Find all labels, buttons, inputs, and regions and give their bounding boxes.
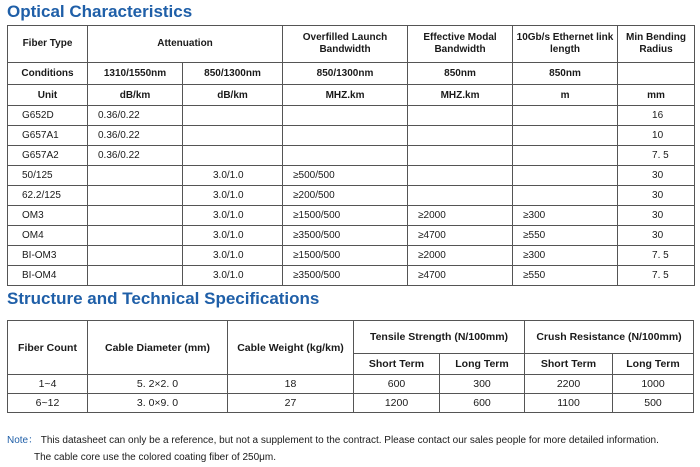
table-cell: ≥300	[513, 206, 618, 226]
header-fiber-count: Fiber Count	[8, 321, 88, 375]
table-cell: BI-OM4	[8, 266, 88, 286]
table-cell	[88, 246, 183, 266]
table-cell: 600	[354, 375, 440, 394]
header-min-bending-radius: Min Bending Radius	[618, 26, 695, 63]
table-cell: 0.36/0.22	[88, 146, 183, 166]
header-effective-modal-bandwidth: Effective Modal Bandwidth	[408, 26, 513, 63]
table-cell: 5. 2×2. 0	[88, 375, 228, 394]
table-cell	[283, 126, 408, 146]
conditions-row	[8, 63, 695, 85]
table-cell: ≥3500/500	[283, 266, 408, 286]
table-cell: 50/125	[8, 166, 88, 186]
table-cell	[183, 146, 283, 166]
table-cell: 10	[618, 126, 695, 146]
note-line-2: The cable core use the colored coating fiber of 250μm.	[34, 452, 277, 463]
table-cell: G657A1	[8, 126, 88, 146]
table-cell	[283, 146, 408, 166]
table-cell: 0.36/0.22	[88, 106, 183, 126]
table-cell	[88, 166, 183, 186]
table-cell: 1~4	[8, 375, 88, 394]
condition-cell: 1310/1550nm	[88, 63, 183, 85]
table-cell: 3.0/1.0	[183, 166, 283, 186]
table-cell: 62.2/125	[8, 186, 88, 206]
table-row	[8, 166, 695, 186]
table-cell	[513, 166, 618, 186]
table-cell: ≥2000	[408, 246, 513, 266]
table-cell	[513, 126, 618, 146]
condition-cell: 850nm	[513, 63, 618, 85]
note-line-1	[7, 432, 659, 450]
table-cell: ≥1500/500	[283, 246, 408, 266]
table-row	[8, 375, 694, 394]
unit-label: Unit	[8, 85, 88, 106]
table-cell: 3.0/1.0	[183, 186, 283, 206]
table-cell: 27	[228, 394, 354, 413]
header-tensile-strength: Tensile Strength (N/100mm)	[354, 321, 525, 354]
table-row	[8, 266, 695, 286]
table-cell: ≥200/500	[283, 186, 408, 206]
table-row	[8, 246, 695, 266]
table-cell: ≥550	[513, 266, 618, 286]
table-cell	[408, 166, 513, 186]
unit-cell: MHZ.km	[408, 85, 513, 106]
table-cell: OM4	[8, 226, 88, 246]
structure-table	[7, 320, 694, 413]
table-cell	[88, 226, 183, 246]
table-cell: ≥500/500	[283, 166, 408, 186]
table-row	[8, 186, 695, 206]
table-cell: 30	[618, 226, 695, 246]
table-cell	[408, 146, 513, 166]
conditions-label: Conditions	[8, 63, 88, 85]
table-cell: 7. 5	[618, 246, 695, 266]
note-text: This datasheet can only be a reference, but not a supplement to the contract. Please contact our sales people for more detailed information.	[40, 435, 659, 446]
table-cell: BI-OM3	[8, 246, 88, 266]
header-cable-diameter: Cable Diameter (mm)	[88, 321, 228, 375]
unit-cell: m	[513, 85, 618, 106]
unit-cell: dB/km	[88, 85, 183, 106]
table-row	[8, 206, 695, 226]
table-cell	[88, 186, 183, 206]
table-cell: 7. 5	[618, 146, 695, 166]
table-cell: 300	[440, 375, 525, 394]
header-crush-resistance: Crush Resistance (N/100mm)	[525, 321, 694, 354]
table-row	[8, 106, 695, 126]
table-cell: G657A2	[8, 146, 88, 166]
table-cell	[183, 106, 283, 126]
header-crush-short-term: Short Term	[525, 354, 613, 375]
table-row	[8, 126, 695, 146]
table-cell	[408, 186, 513, 206]
table-cell: ≥550	[513, 226, 618, 246]
table-cell	[88, 206, 183, 226]
table-cell: G652D	[8, 106, 88, 126]
table-cell: 3. 0×9. 0	[88, 394, 228, 413]
table-cell	[513, 106, 618, 126]
condition-cell: 850/1300nm	[283, 63, 408, 85]
table-row	[8, 146, 695, 166]
condition-cell: 850nm	[408, 63, 513, 85]
table-cell: ≥4700	[408, 266, 513, 286]
header-overfilled-bandwidth: Overfilled Launch Bandwidth	[283, 26, 408, 63]
header-cable-weight: Cable Weight (kg/km)	[228, 321, 354, 375]
table-row	[8, 394, 694, 413]
header-fiber-type: Fiber Type	[8, 26, 88, 63]
table-cell: 30	[618, 206, 695, 226]
table-cell: ≥300	[513, 246, 618, 266]
table-cell: 3.0/1.0	[183, 206, 283, 226]
table-cell	[183, 126, 283, 146]
table-cell: 1100	[525, 394, 613, 413]
table-cell: 1000	[613, 375, 694, 394]
table-cell	[513, 186, 618, 206]
table-cell: 0.36/0.22	[88, 126, 183, 146]
table-cell: ≥4700	[408, 226, 513, 246]
condition-cell: 850/1300nm	[183, 63, 283, 85]
optical-characteristics-table	[7, 25, 695, 286]
table-cell: 600	[440, 394, 525, 413]
header-attenuation: Attenuation	[88, 26, 283, 63]
unit-row	[8, 85, 695, 106]
condition-cell	[618, 63, 695, 85]
table-cell: 18	[228, 375, 354, 394]
table-cell: 16	[618, 106, 695, 126]
table-cell: ≥1500/500	[283, 206, 408, 226]
table-cell	[408, 106, 513, 126]
unit-cell: dB/km	[183, 85, 283, 106]
table-cell: 2200	[525, 375, 613, 394]
table-cell	[513, 146, 618, 166]
table-cell	[408, 126, 513, 146]
structure-header-row	[8, 321, 694, 354]
table-cell: ≥2000	[408, 206, 513, 226]
header-tensile-short-term: Short Term	[354, 354, 440, 375]
unit-cell: MHZ.km	[283, 85, 408, 106]
header-row	[8, 26, 695, 63]
header-crush-long-term: Long Term	[613, 354, 694, 375]
table-cell	[88, 266, 183, 286]
table-cell: 30	[618, 166, 695, 186]
header-tensile-long-term: Long Term	[440, 354, 525, 375]
table-row	[8, 226, 695, 246]
table-cell: OM3	[8, 206, 88, 226]
table-cell: 6~12	[8, 394, 88, 413]
table-cell: ≥3500/500	[283, 226, 408, 246]
optical-characteristics-title: Optical Characteristics	[7, 2, 193, 21]
unit-cell: mm	[618, 85, 695, 106]
table-cell	[283, 106, 408, 126]
header-ethernet-link-length: 10Gb/s Ethernet link length	[513, 26, 618, 63]
structure-specifications-title: Structure and Technical Specifications	[7, 289, 320, 308]
note-label: Note：	[7, 435, 39, 446]
table-cell: 1200	[354, 394, 440, 413]
table-cell: 3.0/1.0	[183, 266, 283, 286]
table-cell: 3.0/1.0	[183, 226, 283, 246]
table-cell: 3.0/1.0	[183, 246, 283, 266]
table-cell: 30	[618, 186, 695, 206]
table-cell: 7. 5	[618, 266, 695, 286]
table-cell: 500	[613, 394, 694, 413]
